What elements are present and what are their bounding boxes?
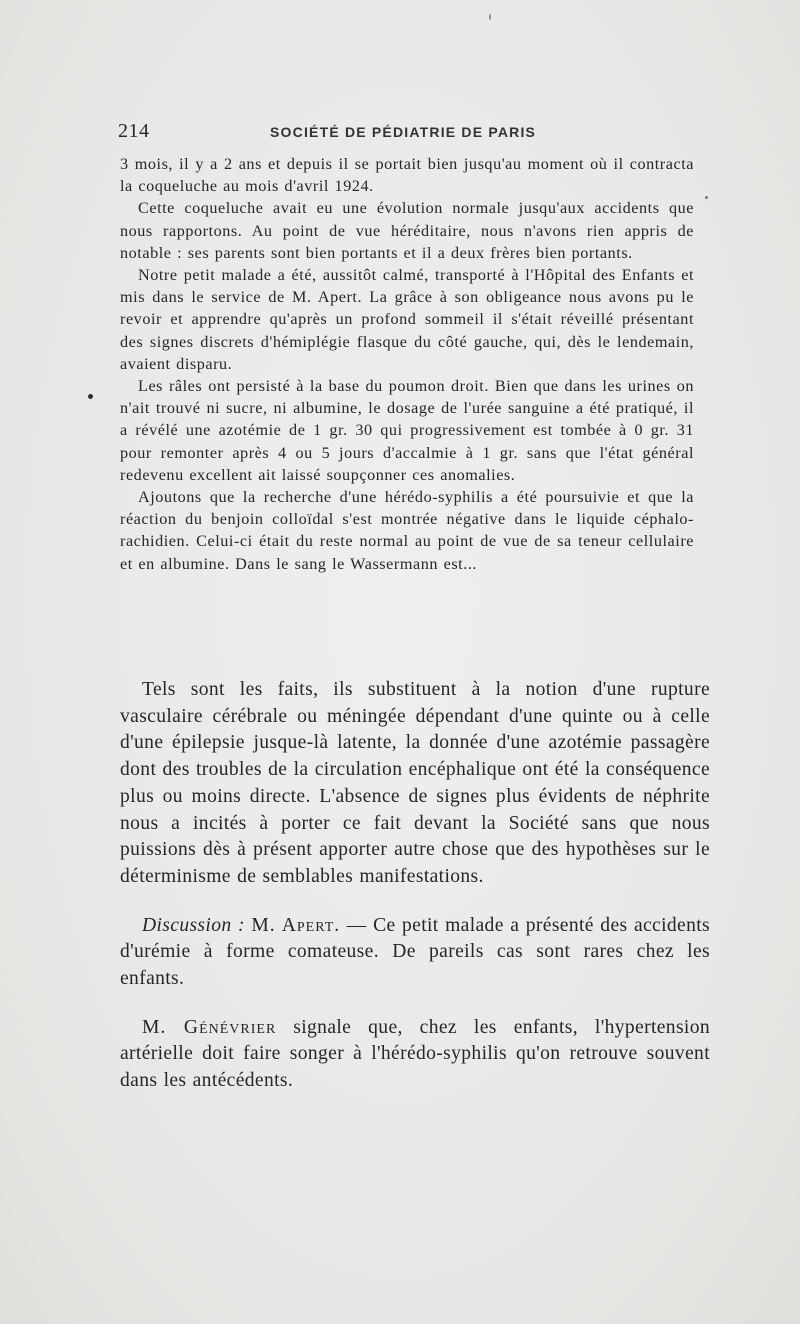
top-speck-mark <box>489 14 491 20</box>
paragraph-syphilis-tests: Ajoutons que la recherche d'une hérédo-syphilis a été poursuivie et que la réaction du benjoin colloïdal s'est montrée négative dans le liquide céphalo-rachidien. Celui-ci était du reste normal au point de vue de sa teneur cellulaire et en albumine. Dans le sang le Wassermann est... <box>120 488 694 573</box>
case-report-text <box>120 153 694 575</box>
apert-remark: — Ce petit malade a présenté des accidents d'urémie à forme comateuse. De pareils cas sont rares chez les enfants. <box>120 914 711 990</box>
page-number: 214 <box>118 120 150 142</box>
paragraph-conclusion: Tels sont les faits, ils substituent à la notion d'une rupture vasculaire cérébrale ou méningée dépendant d'une quinte ou à celle d'une épilepsie jusque-là latente, la donnée d'une azotémie passagère dont des troubles de la circulation encéphalique ont été la conséquence plus ou moins directe. L'absence de signes plus évidents de néphrite nous a incités à porter ce fait devant la Société sans que nous puissions dès à présent apporter autre chose que des hypothèses sur le déterminisme de semblables manifestations. <box>120 679 710 887</box>
paragraph-whooping-cough: Cette coqueluche avait eu une évolution normale jusqu'aux accidents que nous rapportons. Au point de vue héréditaire, nous n'avons rien appris de notable : ses parents sont bien portants et il a deux frères bien portants. <box>120 199 694 262</box>
running-title: SOCIÉTÉ DE PÉDIATRIE DE PARIS <box>270 124 537 140</box>
margin-dot-mark <box>88 394 93 399</box>
discussion-label: Discussion : <box>142 914 245 936</box>
genevrier-remark: signale que, chez les enfants, l'hypertension artérielle doit faire songer à l'hérédo-syphilis qu'on retrouve souvent dans les antécédents. <box>120 1016 711 1092</box>
paragraph-discussion <box>120 913 710 993</box>
speaker-genevrier: M. Génévrier <box>142 1016 277 1038</box>
right-margin-speck <box>705 196 708 199</box>
paragraph-case-history: 3 mois, il y a 2 ans et depuis il se portait bien jusqu'au moment où il contracta la coqueluche au mois d'avril 1924. <box>120 155 694 196</box>
paragraph-azotemia: Les râles ont persisté à la base du poumon droit. Bien que dans les urines on n'ait trouvé ni sucre, ni albumine, le dosage de l'urée sanguine a été pratiqué, il a révélé une azotémie de 1 gr. 30 qui progressivement est tombée à 0 gr. 31 pour remonter après 4 ou 5 jours d'accalmie à 1 gr. sans que l'état général redevenu excellent ait laissé soupçonner ces anomalies. <box>120 377 694 484</box>
paragraph-hospital-transfer: Notre petit malade a été, aussitôt calmé, transporté à l'Hôpital des Enfants et mis dans le service de M. Apert. La grâce à son obligeance nous avons pu le revoir et apprendre qu'après un profond sommeil il s'était réveillé présentant des signes discrets d'hémiplégie flasque du côté gauche, qui, dès le lendemain, avaient disparu. <box>120 266 694 373</box>
discussion-text <box>120 677 710 1095</box>
paragraph-genevrier <box>120 1015 710 1095</box>
speaker-apert: M. Apert. <box>251 914 341 936</box>
page-header <box>118 120 693 146</box>
